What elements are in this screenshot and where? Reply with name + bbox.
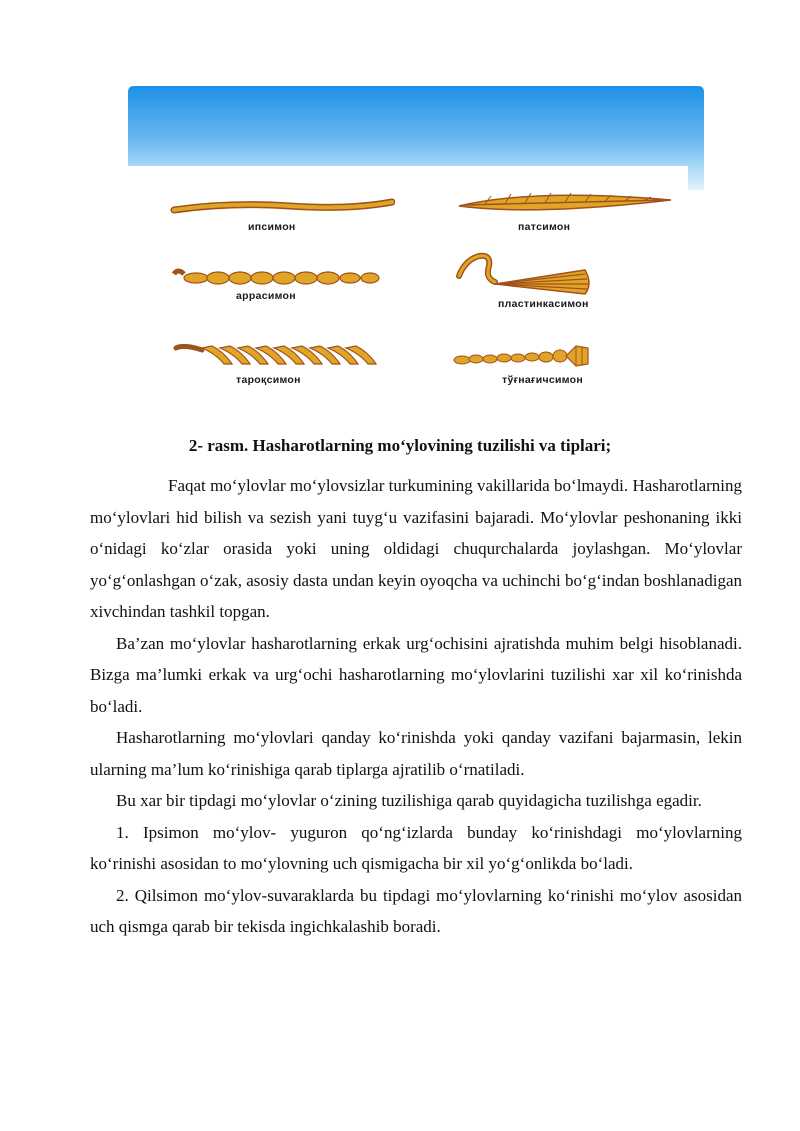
plastinkasimon-antenna xyxy=(455,250,595,300)
ipsimon-antenna xyxy=(170,196,395,218)
sky-banner xyxy=(128,86,704,194)
tugnagichsimon-antenna xyxy=(452,342,592,370)
plastinkasimon-label: пластинкасимон xyxy=(498,298,589,310)
paragraph: 1. Ipsimon mo‘ylov- yuguron qo‘ng‘izlarda bunday ko‘rinishdagi mo‘ylovlarning ko‘rinishi asosidan to mo‘ylovning uch qismigacha bir xil yo‘g‘onlikda bo‘ladi. xyxy=(90,822,742,873)
figure-caption: 2- rasm. Hasharotlarning mo‘ylovining tuzilishi va tiplari; xyxy=(188,436,612,455)
tugnagichsimon-label: тўғнағичсимон xyxy=(502,374,584,386)
ipsimon-label: ипсимон xyxy=(248,221,296,233)
paragraph: Faqat mo‘ylovlar mo‘ylovsizlar turkumining vakillarida bo‘lmaydi. Hasharotlarning mo‘ylovlari hid bilish va sezish yani tuyg‘u vazifasini bajaradi. Mo‘ylovlar peshonaning ikki o‘nidagi ko‘zlar orasida yoki uning oldidagi chuqurchalarda joylashgan. Mo‘ylovlar yo‘g‘onlashgan o‘zak, asosiy dasta undan keyin oyoqcha va uchinchi bo‘g‘indan boshlanadigan xivchindan tashkil topgan. xyxy=(90,476,742,621)
paragraph: Ba’zan mo‘ylovlar hasharotlarning erkak urg‘ochisini ajratishda muhim belgi hisoblanadi. Bizga ma’lumki erkak va urg‘ochi hasharotlarning mo‘ylovlarini tuzilishi xar xil ko‘rinishda bo‘ladi. xyxy=(90,633,742,716)
paragraph: Bu xar bir tipdagi mo‘ylovlar o‘zining tuzilishiga qarab quyidagicha tuzilishga egadir. xyxy=(116,791,702,810)
paragraph: 2. Qilsimon mo‘ylov-suvaraklarda bu tipdagi mo‘ylovlarning ko‘rinishi mo‘ylov asosidan uch qismga qarab bir tekisda ingichkalashib boradi. xyxy=(90,885,742,936)
antenna-types-figure xyxy=(128,86,704,402)
body-text xyxy=(90,470,742,943)
patsimon-label: патсимон xyxy=(518,221,571,233)
paragraph: Hasharotlarning mo‘ylovlari qanday ko‘rinishda yoki qanday vazifani bajarmasin, lekin ularning ma’lum ko‘rinishiga qarab tiplarga ajratilib o‘rnatiladi. xyxy=(90,728,742,779)
patsimon-antenna xyxy=(455,188,675,216)
taroqsimon-label: тароқсимон xyxy=(236,374,301,386)
arrasimon-label: аррасимон xyxy=(236,290,296,302)
arrasimon-antenna xyxy=(170,266,392,288)
taroqsimon-antenna xyxy=(172,340,392,368)
